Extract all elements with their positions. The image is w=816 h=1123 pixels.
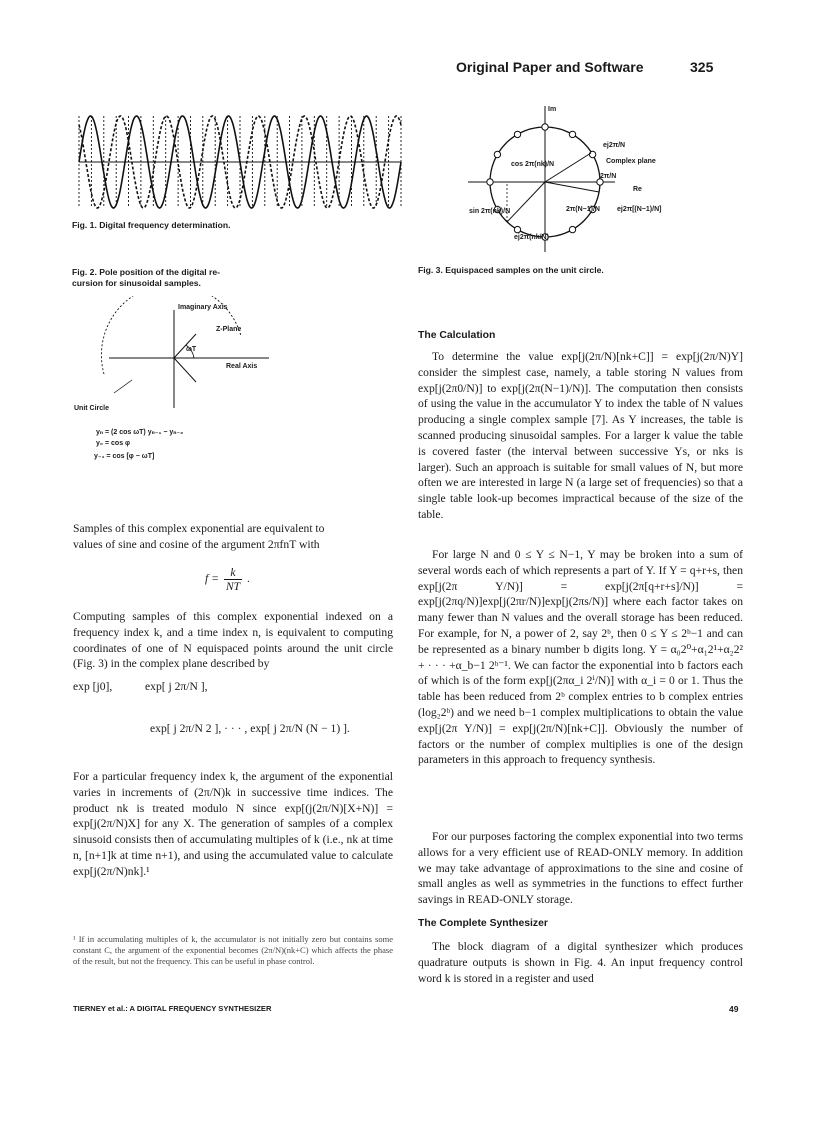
eq-f-end: . (246, 572, 250, 586)
section-synthesizer-para1: The block diagram of a digital synthesizer which produces quadrature outputs is shown in Fig. 4. An input frequency control word k is stored in a register and used (418, 940, 743, 985)
fig3-bottom-exp-label: ej2π(nk/N) (514, 234, 549, 241)
eq-f-fraction (224, 566, 242, 593)
fig3-complex-plane-label: Complex plane (606, 158, 656, 165)
left-p1-line1: Samples of this complex exponential are equivalent to (73, 522, 325, 535)
fig2-pole-lower (174, 358, 196, 382)
running-header-title: Original Paper and Software (456, 59, 644, 75)
fig3-sample-point (569, 131, 575, 137)
fig2-unit-circle-label: Unit Circle (74, 405, 110, 412)
eq-exp-b: exp[ j 2π/N ], (145, 680, 208, 693)
eq-exp-c: exp[ j 2π/N 2 ], · · · , exp[ j 2π/N (N − 1) ]. (150, 722, 350, 735)
equation-f (205, 566, 250, 593)
fig2-caption-line2: cursion for sinusoidal samples. (72, 278, 201, 288)
fig2-graphic (74, 296, 274, 416)
fig3-im-label: Im (548, 106, 557, 113)
section-calculation-para1: To determine the value exp[j(2π/N)[nk+C]] = exp[j(2π/N)Y] consider the simplest case, namely, a table storing N values from exp[j(2π0/N)] to exp[j(2π(N−1)/N)]. The computation then consists of using the value in the accumulator Y to index the table of N values producing a single complex sample [7]. As Y increases, the table is scanned producing sinusoidal samples. For a larger k value the table is covered faster (the interval between successive Ys, or nks is larger). Such an approach is suitable for small values of N, but more often we are interested in large N (a large set of frequencies) so that a single table look-up becomes impractical because of the size of the table. (418, 350, 743, 521)
fig1-caption: Fig. 1. Digital frequency determination. (72, 220, 231, 230)
left-p1-line2: values of sine and cosine of the argument 2πfnT with (73, 537, 320, 551)
page-number: 325 (690, 59, 714, 75)
fig3-last-exp-label: ej2π[(N−1)/N] (617, 206, 662, 213)
fig1-graphic (75, 100, 405, 212)
eq-f-denominator: NT (225, 580, 241, 593)
fig3-cos-label: cos 2π(nk)/N (511, 161, 555, 168)
fig2-zplane-label: Z-Plane (216, 326, 242, 333)
fig3-sample-point (514, 131, 520, 137)
fig3-sample-vector (507, 182, 545, 222)
section-calculation-title: The Calculation (418, 330, 496, 341)
left-paragraph-2: Computing samples of this complex exponential indexed on a frequency index k, and a time index n, is equivalent to computing coordinates of one of N equispaced points around the unit circle (Fig. 3) in the complex plane described by (73, 610, 393, 671)
fig3-top-exp-label: ej2π/N (603, 142, 626, 149)
fig2-caption-line1: Fig. 2. Pole position of the digital re- (72, 267, 221, 277)
fig3-sample-point (487, 179, 493, 185)
page-footer-number: 49 (729, 1004, 739, 1014)
section-synthesizer-title: The Complete Synthesizer (418, 918, 548, 929)
fig3-last-vector (545, 182, 599, 192)
fig3-two-pi-n-label: 2π/N (600, 173, 617, 180)
fig2-theta-label: ωT (186, 346, 197, 353)
eq-exp-a: exp [j0], (73, 680, 113, 693)
fig3-sample-point (494, 151, 500, 157)
fig3-sin-label: sin 2π(nk)/N (469, 208, 511, 215)
fig3-sample-point (542, 124, 548, 130)
eq-f-numerator: k (224, 566, 242, 580)
fig3-sample-point (514, 226, 520, 232)
fig3-sample-point (569, 226, 575, 232)
fig3-graphic (440, 104, 670, 254)
fig3-sample-point (589, 151, 595, 157)
fig2-imag-axis-label: Imaginary Axis (178, 304, 228, 311)
left-paragraph-1 (73, 521, 393, 553)
section-calculation-para3: For our purposes factoring the complex exponential into two terms allows for a very efficient use of READ-ONLY memory. In addition we may take advantage of approximations to the sine and cosine of small angles as well as symmetries in the functions to effect further savings in READ-ONLY storage. (418, 830, 743, 907)
fig3-re-label: Re (633, 186, 642, 193)
fig2-equation-2: y₀ = cos φ (96, 440, 131, 447)
running-footer: TIERNEY et al.: A DIGITAL FREQUENCY SYNTHESIZER (73, 1004, 272, 1013)
footnote: ¹ If in accumulating multiples of k, the accumulator is not initially zero but contains some constant C, the argument of the exponential becomes (2π/N)(nk+C) which affects the phase of the result, but not the frequency. This can be useful in phase control. (73, 934, 393, 966)
fig2-real-axis-label: Real Axis (226, 363, 258, 370)
fig2-unit-circle-pointer (114, 380, 132, 393)
fig3-last-frac-label: 2π(N−1)/N (566, 206, 600, 213)
eq-f-lhs: f = (205, 572, 219, 586)
left-paragraph-3: For a particular frequency index k, the argument of the exponential varies in increments of (2π/N)k in successive time indices. The product nk is treated modulo N since exp[(j(2π/N)[X+N)] = exp[j(2π/N)X] for any X. The generation of samples of a complex sinusoid consists then of accumulating multiples of k (i.e., nk at time n, [n+1]k at time n+1), and using the accumulated value to calculate exp[j(2π/N)nk].¹ (73, 770, 393, 878)
fig3-caption: Fig. 3. Equispaced samples on the unit circle. (418, 265, 604, 275)
fig2-equation-3: y₋₁ = cos [φ − ωT] (94, 453, 155, 460)
section-calculation-para2: For large N and 0 ≤ Y ≤ N−1, Y may be broken into a sum of several words each of which represents a part of Y. If Y = q+r+s, then exp[j(2π Y/N)] = exp[j(2π[q+r+s]/N)] = exp[j(2πq/N)]exp[j(2πr/N)]exp[j(2πs/N)] where each factor takes on many fewer than N values and the overall storage has been reduced. For example, for N, a power of 2, say 2ᵇ, then 0 ≤ Y ≤ 2ᵇ−1 and can be represented as a binary number b digits long. Y = α₀2⁰+α₁2¹+α₂2² + · · · +α_b−1 2ᵇ⁻¹. We can factor the exponential into b factors each of which is of the form exp[j(2πα_i 2ⁱ/N)] with α_i = 0 or 1. Thus the table has been reduced from 2ᵇ complex entries to b complex entries (log₂2ᵇ) and we need b−1 complex multiplications to obtain the value exp[j(2π Y/N)] = exp[j(2π/N)[nk+C]]. Obviously the number of factors or the number of complex multiplies is one of the design parameters in this approach to frequency synthesis. (418, 548, 743, 767)
fig2-equation-1: yₙ = (2 cos ωT) yₙ₋₁ − yₙ₋₂ (96, 429, 184, 436)
